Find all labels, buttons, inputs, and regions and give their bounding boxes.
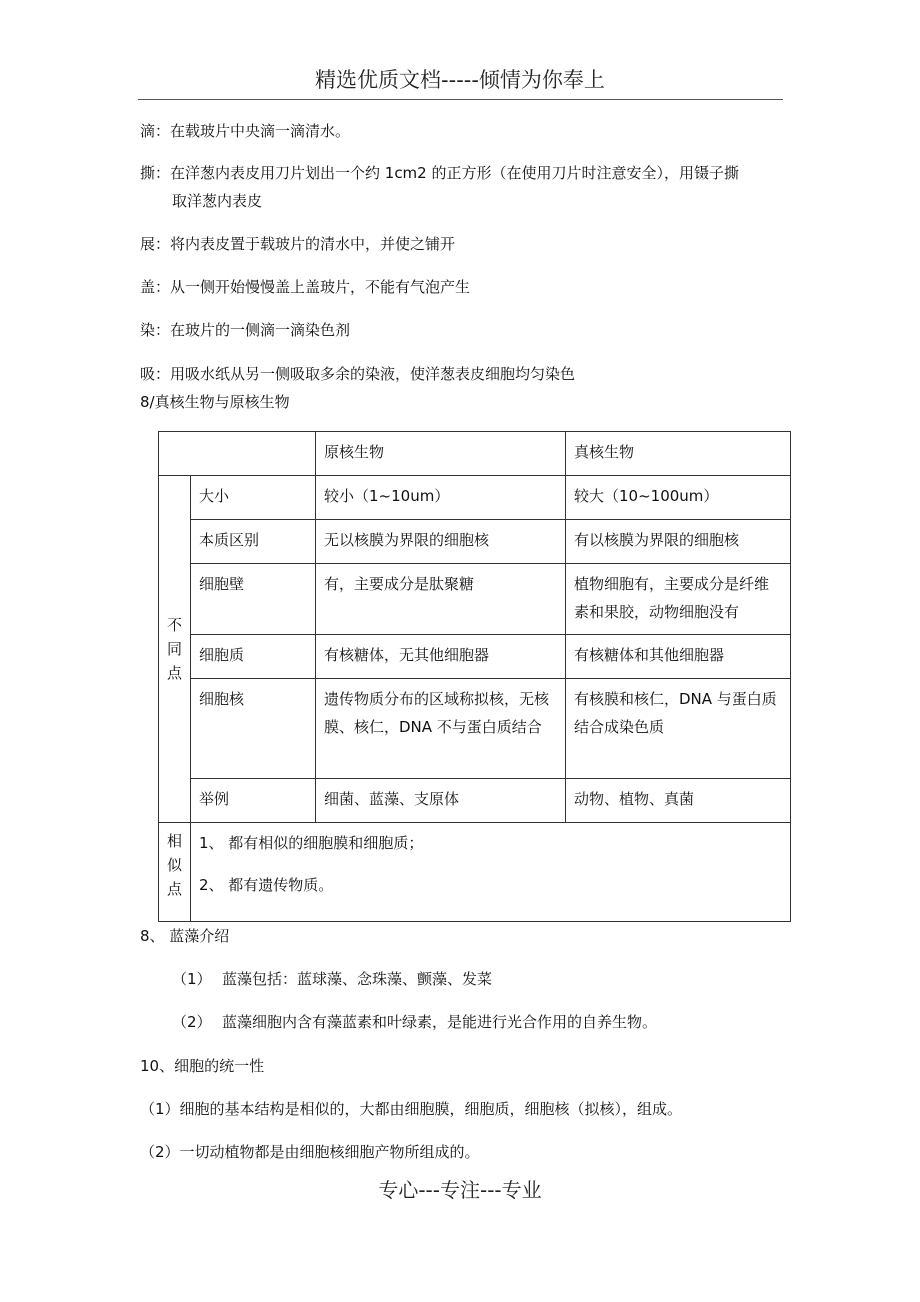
list-item: （1）细胞的基本结构是相似的，大都由细胞膜，细胞质，细胞核（拟核），组成。 — [140, 1100, 683, 1118]
group-label-differences: 不 同 点 — [159, 476, 191, 823]
step-stain: 染：在玻片的一侧滴一滴染色剂 — [140, 321, 351, 339]
table-corner-cell — [159, 432, 316, 476]
table-row — [159, 564, 791, 635]
list-item-number: （1） — [172, 970, 212, 988]
eukaryote-cell: 植物细胞有，主要成分是纤维素和果胶，动物细胞没有 — [566, 564, 791, 635]
prokaryote-cell: 较小（1~10um） — [316, 476, 566, 520]
row-label: 细胞质 — [191, 635, 316, 679]
similarity-item: 1、 都有相似的细胞膜和细胞质； — [199, 834, 424, 852]
list-item — [172, 1008, 657, 1036]
table-row — [159, 779, 791, 823]
comparison-table — [158, 431, 791, 922]
prokaryote-cell: 无以核膜为界限的细胞核 — [316, 520, 566, 564]
section8-title: 8/真核生物与原核生物 — [140, 393, 290, 411]
list-item-text: 蓝藻包括：蓝球藻、念珠藻、颤藻、发菜 — [222, 970, 493, 988]
header-prokaryote: 原核生物 — [316, 432, 566, 476]
row-label: 举例 — [191, 779, 316, 823]
step-cover: 盖：从一侧开始慢慢盖上盖玻片，不能有气泡产生 — [140, 278, 471, 296]
table-row — [159, 476, 791, 520]
header-divider — [138, 99, 783, 100]
row-label: 本质区别 — [191, 520, 316, 564]
table-row — [159, 520, 791, 564]
prokaryote-cell: 遗传物质分布的区域称拟核，无核膜、核仁，DNA 不与蛋白质结合 — [316, 679, 566, 779]
table-row — [159, 679, 791, 779]
row-label: 大小 — [191, 476, 316, 520]
step-spread: 展：将内表皮置于载玻片的清水中，并使之铺开 — [140, 235, 456, 253]
step-tear-line1: 撕：在洋葱内表皮用刀片划出一个约 1cm2 的正方形（在使用刀片时注意安全），用镊子撕 — [140, 164, 739, 182]
step-tear — [140, 159, 739, 215]
step-drop: 滴：在载玻片中央滴一滴清水。 — [140, 122, 351, 140]
eukaryote-cell: 有核膜和核仁，DNA 与蛋白质结合成染色质 — [566, 679, 791, 779]
eukaryote-cell: 有核糖体和其他细胞器 — [566, 635, 791, 679]
table-header-row — [159, 432, 791, 476]
row-label: 细胞核 — [191, 679, 316, 779]
prokaryote-cell: 细菌、蓝藻、支原体 — [316, 779, 566, 823]
similarity-item: 2、 都有遗传物质。 — [199, 876, 334, 894]
step-absorb: 吸：用吸水纸从另一侧吸取多余的染液，使洋葱表皮细胞均匀染色 — [140, 365, 576, 383]
step-tear-line2: 取洋葱内表皮 — [172, 192, 263, 210]
section-blue-algae-title: 8、 蓝藻介绍 — [140, 927, 230, 945]
row-label: 细胞壁 — [191, 564, 316, 635]
list-item-number: （2） — [172, 1013, 212, 1031]
eukaryote-cell: 有以核膜为界限的细胞核 — [566, 520, 791, 564]
page-footer: 专心---专注---专业 — [378, 1178, 542, 1202]
list-item: （2）一切动植物都是由细胞核细胞产物所组成的。 — [140, 1143, 480, 1161]
eukaryote-cell: 较大（10~100um） — [566, 476, 791, 520]
prokaryote-cell: 有核糖体，无其他细胞器 — [316, 635, 566, 679]
page-header-title: 精选优质文档-----倾情为你奉上 — [315, 68, 605, 92]
list-item-text: 蓝藻细胞内含有藻蓝素和叶绿素，是能进行光合作用的自养生物。 — [222, 1013, 658, 1031]
table-row-similarities — [159, 823, 791, 922]
table-row — [159, 635, 791, 679]
section10-title: 10、细胞的统一性 — [140, 1057, 265, 1075]
eukaryote-cell: 动物、植物、真菌 — [566, 779, 791, 823]
list-item — [172, 965, 492, 993]
prokaryote-cell: 有，主要成分是肽聚糖 — [316, 564, 566, 635]
group-label-similarities: 相 似 点 — [159, 823, 191, 922]
similarities-cell — [191, 823, 791, 922]
header-eukaryote: 真核生物 — [566, 432, 791, 476]
